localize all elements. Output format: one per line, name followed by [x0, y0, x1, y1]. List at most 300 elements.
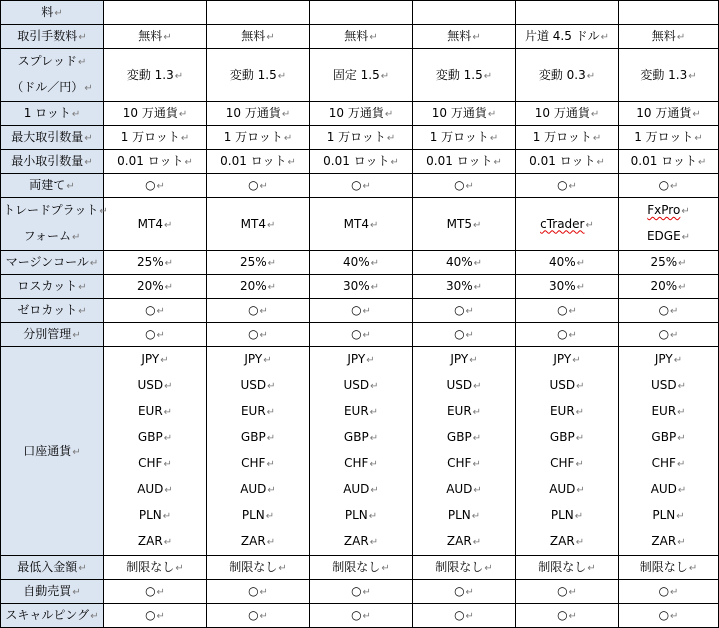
paragraph-mark-icon: ↵ [369, 219, 379, 231]
paragraph-mark-icon: ↵ [568, 587, 577, 598]
table-cell [207, 275, 310, 299]
cell-text [106, 477, 204, 503]
table-cell [413, 556, 516, 580]
paragraph-mark-icon: ↵ [576, 381, 585, 392]
table-cell [207, 25, 310, 49]
table-cell [619, 556, 719, 580]
table-cell [207, 49, 310, 102]
cell-text [209, 503, 307, 529]
cell-text-line: 制限なし [639, 560, 688, 574]
cell-text-line: トレードプラット [3, 203, 99, 217]
cell-text-line: JPY [347, 352, 366, 366]
paragraph-mark-icon: ↵ [163, 433, 173, 444]
cell-text-line: 無料 [447, 29, 472, 43]
cell-text-line: ZAR [137, 534, 163, 548]
cell-text [248, 303, 268, 317]
paragraph-mark-icon: ↵ [681, 206, 690, 217]
cell-text [446, 279, 482, 293]
paragraph-mark-icon: ↵ [677, 537, 686, 548]
cell-text [220, 154, 296, 168]
cell-text-line: 固定 1.5 [332, 67, 380, 82]
cell-text-line: ○ [454, 608, 465, 622]
cell-text [415, 451, 513, 477]
cell-text-line: EUR [343, 404, 369, 418]
cell-text [123, 106, 187, 120]
paragraph-mark-icon: ↵ [484, 563, 493, 574]
table-cell [207, 102, 310, 126]
cell-text-line: 0.01 ロット [220, 154, 287, 168]
cell-text [106, 451, 204, 477]
cell-text [351, 584, 371, 598]
cell-text [447, 29, 480, 43]
table-cell [310, 126, 413, 150]
cell-text [145, 303, 165, 317]
cell-text-line: 25% [650, 255, 678, 269]
paragraph-mark-icon: ↵ [576, 282, 586, 293]
cell-text-line: 変動 1.3 [640, 67, 688, 82]
table-row [1, 1, 719, 25]
table-cell [310, 198, 413, 251]
table-cell [104, 25, 207, 49]
cell-text-line: AUD [137, 482, 164, 496]
table-row [1, 580, 719, 604]
cell-text [549, 279, 585, 293]
paragraph-mark-icon: ↵ [670, 611, 679, 622]
cell-text-line: 20% [136, 279, 164, 293]
cell-text [650, 255, 686, 269]
paragraph-mark-icon: ↵ [576, 258, 586, 269]
cell-text-line: ○ [454, 327, 465, 341]
paragraph-mark-icon: ↵ [370, 282, 380, 293]
cell-text-line: EUR [446, 404, 472, 418]
paragraph-mark-icon: ↵ [369, 433, 379, 444]
paragraph-mark-icon: ↵ [670, 330, 679, 341]
cell-text-line: 制限なし [538, 560, 587, 574]
paragraph-mark-icon: ↵ [472, 537, 482, 548]
cell-text-line: JPY [553, 352, 572, 366]
table-cell [310, 299, 413, 323]
cell-text [659, 303, 679, 317]
table-cell [310, 150, 413, 174]
paragraph-mark-icon: ↵ [473, 485, 482, 496]
cell-text-line: PLN [138, 508, 162, 522]
paragraph-mark-icon: ↵ [84, 157, 93, 168]
paragraph-mark-icon: ↵ [267, 258, 277, 269]
cell-text-line: ○ [351, 327, 362, 341]
paragraph-mark-icon: ↵ [162, 511, 172, 522]
table-cell [207, 126, 310, 150]
paragraph-mark-icon: ↵ [368, 511, 378, 522]
cell-text-line: 40% [548, 255, 576, 269]
row-label [1, 580, 104, 604]
table-cell [413, 126, 516, 150]
cell-text-line: EUR [137, 404, 163, 418]
cell-text [454, 303, 474, 317]
paragraph-mark-icon: ↵ [90, 611, 99, 622]
cell-text-line: MT4 [343, 216, 369, 231]
cell-text [106, 399, 204, 425]
cell-text [430, 130, 499, 144]
cell-text-line: ○ [454, 584, 465, 598]
row-label [1, 299, 104, 323]
paragraph-mark-icon: ↵ [267, 485, 276, 496]
cell-text [621, 451, 716, 477]
cell-text-line: GBP [446, 430, 472, 444]
table-cell [619, 251, 719, 275]
paragraph-mark-icon: ↵ [72, 330, 81, 341]
table-row [1, 251, 719, 275]
cell-text-line: USD [650, 378, 677, 392]
cell-text-line: 自動売買 [23, 584, 72, 598]
cell-text [518, 451, 616, 477]
cell-text-line: ZAR [446, 534, 472, 548]
cell-text [621, 224, 716, 250]
table-cell [207, 604, 310, 628]
cell-text-line: JPY [141, 352, 160, 366]
table-cell [516, 323, 619, 347]
table-cell [516, 556, 619, 580]
cell-text [312, 425, 410, 451]
paragraph-mark-icon: ↵ [469, 355, 478, 366]
paragraph-mark-icon: ↵ [472, 32, 481, 43]
row-label [1, 49, 104, 102]
cell-text-line: USD [343, 378, 370, 392]
paragraph-mark-icon: ↵ [156, 181, 165, 192]
paragraph-mark-icon: ↵ [487, 109, 497, 120]
paragraph-mark-icon: ↵ [163, 32, 172, 43]
paragraph-mark-icon: ↵ [164, 381, 173, 392]
cell-text [329, 106, 393, 120]
cell-text [529, 154, 605, 168]
paragraph-mark-icon: ↵ [676, 511, 685, 522]
paragraph-mark-icon: ↵ [576, 485, 585, 496]
cell-text-line: 20% [650, 279, 678, 293]
paragraph-mark-icon: ↵ [164, 282, 174, 293]
paragraph-mark-icon: ↵ [568, 330, 577, 341]
table-cell [104, 580, 207, 604]
paragraph-mark-icon: ↵ [266, 537, 276, 548]
cell-text-line: PLN [344, 508, 368, 522]
table-cell [310, 580, 413, 604]
cell-text-line: 0.01 ロット [117, 154, 184, 168]
paragraph-mark-icon: ↵ [259, 587, 268, 598]
cell-text [248, 584, 268, 598]
row-label [1, 198, 108, 251]
cell-text [659, 178, 679, 192]
paragraph-mark-icon: ↵ [283, 133, 293, 144]
paragraph-mark-icon: ↵ [369, 407, 379, 418]
table-cell [104, 299, 207, 323]
table-cell [516, 49, 619, 102]
cell-text-line: 分別管理 [23, 327, 72, 341]
cell-text [137, 279, 173, 293]
cell-text-line: 最小取引数量 [11, 154, 84, 168]
paragraph-mark-icon: ↵ [156, 587, 165, 598]
cell-text-line: 取引手数料 [17, 29, 78, 43]
table-cell [104, 323, 207, 347]
cell-text [209, 373, 307, 399]
cell-text-line: CHF [550, 456, 575, 470]
cell-text [145, 584, 165, 598]
paragraph-mark-icon: ↵ [600, 32, 610, 43]
table-cell [207, 323, 310, 347]
paragraph-mark-icon: ↵ [362, 330, 371, 341]
cell-text-line: 変動 1.3 [126, 67, 174, 82]
cell-text-line: 30% [548, 279, 576, 293]
table-cell [516, 1, 619, 25]
cell-text-line: 1 万ロット [326, 130, 386, 144]
cell-text [312, 373, 410, 399]
table-cell [207, 299, 310, 323]
paragraph-mark-icon: ↵ [259, 611, 268, 622]
table-cell [310, 25, 413, 49]
cell-text [351, 327, 371, 341]
paragraph-mark-icon: ↵ [472, 459, 481, 470]
paragraph-mark-icon: ↵ [163, 219, 173, 231]
paragraph-mark-icon: ↵ [575, 459, 584, 470]
row-label [1, 556, 104, 580]
cell-text [518, 529, 616, 555]
paragraph-mark-icon: ↵ [156, 306, 165, 317]
cell-text [5, 608, 98, 622]
cell-text [640, 68, 696, 82]
paragraph-mark-icon: ↵ [72, 232, 81, 243]
cell-text [3, 198, 108, 224]
table-cell [413, 1, 516, 25]
table-cell [413, 150, 516, 174]
cell-text [229, 560, 286, 574]
table-cell [413, 251, 516, 275]
table-cell [516, 150, 619, 174]
paragraph-mark-icon: ↵ [370, 258, 380, 269]
cell-text [549, 255, 585, 269]
cell-text [535, 106, 599, 120]
table-cell [104, 198, 207, 251]
cell-text [224, 130, 293, 144]
row-label [1, 150, 104, 174]
paragraph-mark-icon: ↵ [89, 258, 99, 269]
paragraph-mark-icon: ↵ [78, 282, 87, 293]
cell-text-line: 制限なし [126, 560, 175, 574]
cell-text-line: GBP [137, 430, 163, 444]
table-row [1, 198, 719, 251]
paragraph-mark-icon: ↵ [174, 70, 184, 82]
cell-text [209, 399, 307, 425]
cell-text-line: ○ [145, 303, 156, 317]
paragraph-mark-icon: ↵ [473, 258, 483, 269]
cell-text [17, 560, 86, 574]
cell-text-line: 最低入金額 [17, 560, 78, 574]
cell-text-line: 制限なし [332, 560, 381, 574]
table-cell [207, 347, 310, 556]
table-cell [413, 275, 516, 299]
cell-text [518, 373, 616, 399]
table-row [1, 299, 719, 323]
cell-text-line: 10 万通貨 [122, 106, 178, 120]
cell-text-line: 10 万通貨 [636, 106, 692, 120]
paragraph-mark-icon: ↵ [259, 330, 268, 341]
cell-text [415, 399, 513, 425]
table-cell [207, 251, 310, 275]
cell-text [126, 560, 183, 574]
cell-text [621, 347, 716, 373]
cell-text [415, 477, 513, 503]
cell-text [634, 130, 703, 144]
cell-text-line: cTrader [540, 216, 585, 231]
cell-text-line: JPY [450, 352, 469, 366]
cell-text [518, 503, 616, 529]
cell-text-line: CHF [344, 456, 369, 470]
cell-text-line: AUD [240, 482, 267, 496]
table-cell [619, 323, 719, 347]
cell-text-line: 10 万通貨 [328, 106, 384, 120]
cell-text [659, 327, 679, 341]
paragraph-mark-icon: ↵ [156, 611, 165, 622]
table-cell [516, 604, 619, 628]
paragraph-mark-icon: ↵ [472, 407, 482, 418]
cell-text [415, 425, 513, 451]
paragraph-mark-icon: ↵ [676, 32, 686, 43]
cell-text-line: 変動 1.5 [435, 67, 483, 82]
cell-text-line: 0.01 ロット [630, 154, 697, 168]
cell-text-line: 25% [239, 255, 267, 269]
table-cell [619, 174, 719, 198]
cell-text [241, 217, 276, 231]
cell-text [332, 560, 389, 574]
cell-text [138, 217, 173, 231]
cell-text [343, 255, 379, 269]
cell-text [333, 68, 389, 82]
paragraph-mark-icon: ↵ [266, 407, 276, 418]
table-cell [619, 49, 719, 102]
cell-text [415, 373, 513, 399]
cell-text-line: GBP [651, 430, 677, 444]
cell-text [557, 327, 577, 341]
cell-text-line: ○ [557, 327, 568, 341]
cell-text [241, 29, 274, 43]
cell-text [240, 255, 276, 269]
table-cell [413, 198, 516, 251]
cell-text [533, 130, 602, 144]
cell-text-line: 料 [41, 5, 54, 19]
table-cell [516, 174, 619, 198]
cell-text [518, 425, 616, 451]
row-label [1, 174, 104, 198]
cell-text-line: EUR [651, 404, 677, 418]
cell-text-line: ZAR [343, 534, 369, 548]
paragraph-mark-icon: ↵ [471, 511, 481, 522]
cell-text-line: 0.01 ロット [426, 154, 493, 168]
paragraph-mark-icon: ↵ [677, 485, 687, 496]
paragraph-mark-icon: ↵ [66, 181, 75, 192]
paragraph-mark-icon: ↵ [575, 407, 585, 418]
cell-text [3, 224, 101, 250]
cell-text-line: 1 ロット [23, 106, 71, 120]
table-cell [413, 25, 516, 49]
cell-text-line: スキャルピング [5, 608, 90, 622]
paragraph-mark-icon: ↵ [681, 232, 691, 243]
table-cell [310, 102, 413, 126]
table-cell [104, 556, 207, 580]
paragraph-mark-icon: ↵ [694, 133, 703, 144]
table-cell [413, 323, 516, 347]
table-cell [310, 323, 413, 347]
cell-text-line: ロスカット [17, 279, 78, 293]
table-cell [619, 580, 719, 604]
table-cell [619, 275, 719, 299]
paragraph-mark-icon: ↵ [596, 157, 605, 168]
cell-text [636, 106, 700, 120]
cell-text-line: スプレッド [17, 54, 77, 68]
paragraph-mark-icon: ↵ [493, 157, 502, 168]
table-cell [413, 347, 516, 556]
paragraph-mark-icon: ↵ [575, 433, 585, 444]
cell-text [17, 29, 86, 43]
cell-text [145, 178, 165, 192]
cell-text-line: AUD [446, 482, 473, 496]
paragraph-mark-icon: ↵ [78, 306, 87, 317]
cell-text [426, 154, 502, 168]
paragraph-mark-icon: ↵ [380, 70, 390, 82]
cell-text [538, 560, 595, 574]
cell-text-line: CHF [138, 456, 163, 470]
table-cell [619, 102, 719, 126]
paragraph-mark-icon: ↵ [84, 83, 93, 94]
cell-text-line: EUR [549, 404, 575, 418]
table-cell [104, 102, 207, 126]
cell-text-line: ZAR [651, 534, 677, 548]
cell-text-line: PLN [447, 508, 471, 522]
paragraph-mark-icon: ↵ [278, 563, 287, 574]
cell-text [23, 444, 80, 458]
table-cell [619, 126, 719, 150]
cell-text-line: 1 万ロット [120, 130, 180, 144]
paragraph-mark-icon: ↵ [266, 433, 276, 444]
paragraph-mark-icon: ↵ [178, 109, 188, 120]
paragraph-mark-icon: ↵ [473, 381, 482, 392]
paragraph-mark-icon: ↵ [688, 563, 698, 574]
cell-text-line: ○ [145, 327, 156, 341]
cell-text-line: ○ [145, 608, 156, 622]
cell-text-line: ○ [658, 608, 670, 622]
paragraph-mark-icon: ↵ [267, 381, 276, 392]
cell-text [17, 303, 86, 317]
cell-text [3, 49, 101, 75]
paragraph-mark-icon: ↵ [465, 587, 474, 598]
paragraph-mark-icon: ↵ [568, 306, 577, 317]
paragraph-mark-icon: ↵ [590, 109, 600, 120]
paragraph-mark-icon: ↵ [592, 133, 602, 144]
cell-text [415, 503, 513, 529]
paragraph-mark-icon: ↵ [386, 133, 396, 144]
cell-text [436, 68, 492, 82]
cell-text-line: 無料 [344, 29, 369, 43]
paragraph-mark-icon: ↵ [673, 355, 683, 366]
cell-text-line: ○ [557, 584, 568, 598]
cell-text [11, 130, 92, 144]
paragraph-mark-icon: ↵ [697, 157, 707, 168]
cell-text [557, 303, 577, 317]
cell-text [312, 503, 410, 529]
paragraph-mark-icon: ↵ [489, 133, 499, 144]
paragraph-mark-icon: ↵ [84, 133, 93, 144]
paragraph-mark-icon: ↵ [163, 537, 173, 548]
cell-text [454, 327, 474, 341]
cell-text-line: ○ [557, 608, 568, 622]
paragraph-mark-icon: ↵ [78, 32, 87, 43]
cell-text [557, 584, 577, 598]
table-cell [104, 126, 207, 150]
